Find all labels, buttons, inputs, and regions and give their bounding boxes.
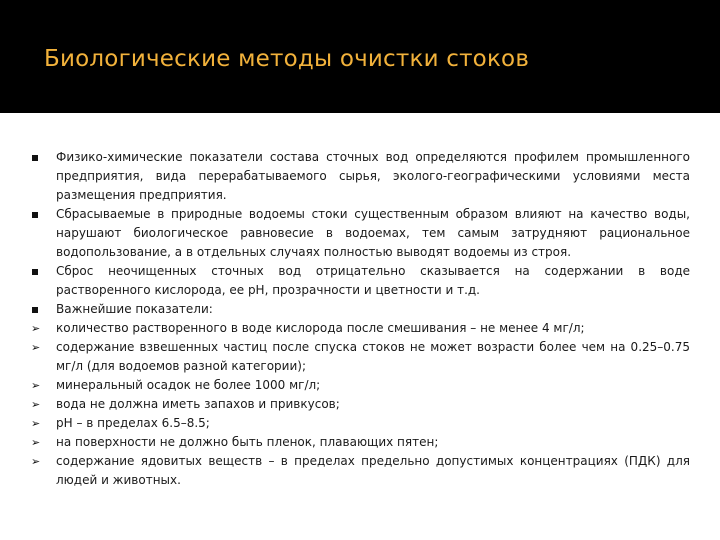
bullet-item bbox=[30, 300, 690, 319]
arrow-bullet-icon: ➢ bbox=[31, 341, 41, 354]
bullet-item bbox=[30, 205, 690, 262]
arrow-bullet-icon: ➢ bbox=[31, 398, 41, 411]
square-bullet-icon bbox=[30, 262, 44, 281]
bullet-item bbox=[30, 262, 690, 300]
bullet-text: Важнейшие показатели: bbox=[56, 302, 213, 316]
bullet-item bbox=[30, 395, 690, 414]
bullet-text: количество растворенного в воде кислорода после смешивания – не менее 4 мг/л; bbox=[56, 321, 585, 335]
bullet-item bbox=[30, 414, 690, 433]
bullet-item bbox=[30, 433, 690, 452]
arrow-bullet-icon: ➢ bbox=[31, 417, 41, 430]
bullet-text: Сбрасываемые в природные водоемы стоки существенным образом влияют на качество воды, нарушают биологическое равновесие в водоемах, тем самым затрудняют рациональное водопользование, а в отдельных случаях полностью выводят водоемы из строя. bbox=[56, 207, 690, 259]
square-bullet-icon bbox=[30, 205, 44, 224]
bullet-item bbox=[30, 319, 690, 338]
square-bullet-icon bbox=[30, 300, 44, 319]
bullet-item bbox=[30, 148, 690, 205]
bullet-text: на поверхности не должно быть пленок, плавающих пятен; bbox=[56, 435, 439, 449]
arrow-bullet-icon: ➢ bbox=[31, 455, 41, 468]
bullet-text: pH – в пределах 6.5–8.5; bbox=[56, 416, 210, 430]
arrow-bullet-icon: ➢ bbox=[31, 379, 41, 392]
bullet-item bbox=[30, 376, 690, 395]
bullet-text: вода не должна иметь запахов и привкусов; bbox=[56, 397, 340, 411]
bullet-text: минеральный осадок не более 1000 мг/л; bbox=[56, 378, 321, 392]
arrow-bullet-icon: ➢ bbox=[31, 322, 41, 335]
bullet-item bbox=[30, 338, 690, 376]
bullet-text: Сброс неочищенных сточных вод отрицательно сказывается на содержании в воде растворенного кислорода, ее pH, прозрачности и цветности и т.д. bbox=[56, 264, 690, 297]
bullet-text: содержание взвешенных частиц после спуска стоков не может возрасти более чем на 0.25–0.75 мг/л (для водоемов разной категории); bbox=[56, 340, 690, 373]
bullet-item bbox=[30, 452, 690, 490]
arrow-bullet-icon: ➢ bbox=[31, 436, 41, 449]
bullet-text: содержание ядовитых веществ – в пределах предельно допустимых концентрациях (ПДК) для людей и животных. bbox=[56, 454, 690, 487]
square-bullet-icon bbox=[30, 148, 44, 167]
slide-title: Биологические методы очистки стоков bbox=[44, 46, 530, 72]
slide-body bbox=[30, 148, 690, 490]
bullet-text: Физико-химические показатели состава сточных вод определяются профилем промышленного предприятия, вида перерабатываемого сырья, эколого-географическими условиями места размещения предприятия. bbox=[56, 150, 690, 202]
